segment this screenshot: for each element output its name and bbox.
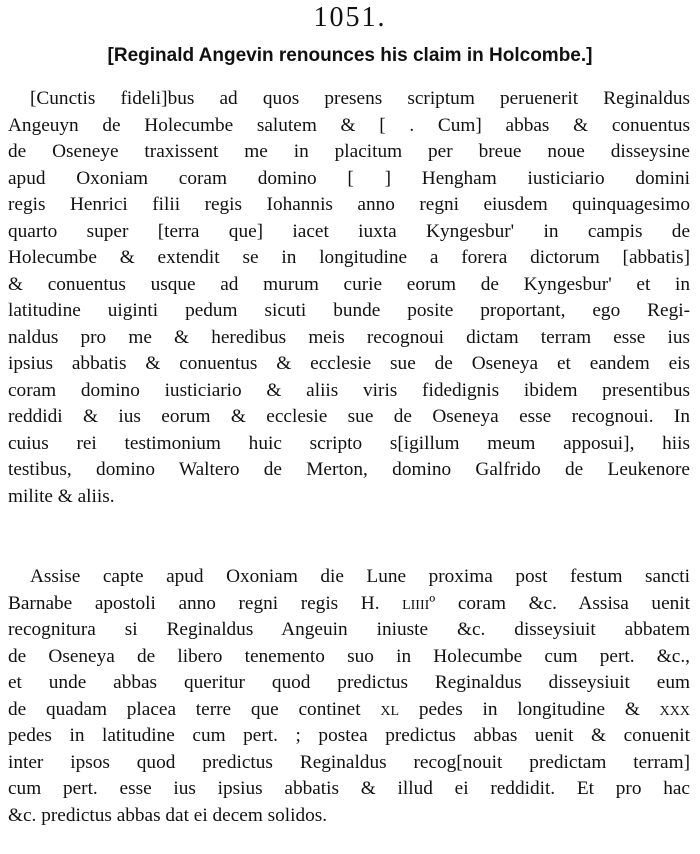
text-line: &c. predictus abbas dat ei decem solidos. (8, 804, 328, 826)
text-line: de Oseneya de libero tenemento suo in Holecumbe cum pert. &c., (8, 645, 690, 667)
text-line: de Oseneye traxissent me in placitum per breue noue disseysine (8, 141, 690, 162)
document-number: 1051. (313, 2, 387, 33)
text-line: cuius rei testimonium huic scripto s[igillum meum apposui], hiis (8, 432, 690, 454)
text-line: pedes in latitudine cum pert. ; postea predictus abbas uenit & conuenit (8, 725, 690, 746)
text-line: testibus, domino Waltero de Merton, domino Galfrido de Leukenore (8, 459, 690, 480)
text-line: apud Oxoniam coram domino [ ] Hengham iusticiario domini (8, 167, 690, 189)
text-line: Angeuyn de Holecumbe salutem & [ . Cum] abbas & conuentus (8, 114, 690, 136)
document-title: [Reginald Angevin renounces his claim in Holcombe.] (107, 45, 593, 66)
text-line: Barnabe apostoli anno regni regis H. liiiiº coram &c. Assisa uenit (8, 592, 690, 614)
text-line: recognitura si Reginaldus Angeuin iniuste &c. disseysiuit abbatem (8, 619, 690, 640)
text-line: coram domino iusticiario & aliis viris fidedignis ibidem presentibus (8, 379, 690, 401)
text-line: regis Henrici filii regis Iohannis anno regni eiusdem quinquagesimo (8, 194, 690, 215)
text-line: [Cunctis fideli]bus ad quos presens scriptum peruenerit Reginaldus (30, 88, 690, 109)
text-line: ipsius abbatis & conuentus & ecclesie sue de Oseneya et eandem eis (8, 353, 690, 374)
text-line: milite & aliis. (8, 485, 115, 507)
text-line: reddidi & ius eorum & ecclesie sue de Oseneya esse recognoui. In (8, 406, 690, 427)
text-line: Assise capte apud Oxoniam die Lune proxima post festum sancti (30, 566, 690, 587)
text-line: Holecumbe & extendit se in longitudine a forera dictorum [abbatis] (8, 247, 690, 268)
charter-paragraph (0, 86, 700, 510)
assize-paragraph (0, 564, 700, 829)
text-line: de quadam placea terre que continet xl pedes in longitudine & xxx (8, 698, 690, 720)
text-line: cum pert. esse ius ipsius abbatis & illud ei reddidit. Et pro hac (8, 778, 690, 799)
text-line: naldus pro me & heredibus meis recognoui dictam terram esse ius (8, 326, 690, 348)
text-line: inter ipsos quod predictus Reginaldus recog[nouit predictam terram] (8, 751, 690, 773)
text-line: et unde abbas queritur quod predictus Reginaldus disseysiuit eum (8, 672, 690, 693)
text-line: latitudine uiginti pedum sicuti bunde posite proportant, ego Regi- (8, 300, 690, 321)
text-line: quarto super [terra que] iacet iuxta Kyngesbur' in campis de (8, 220, 690, 242)
text-line: & conuentus usque ad murum curie eorum de Kyngesbur' et in (8, 273, 690, 295)
